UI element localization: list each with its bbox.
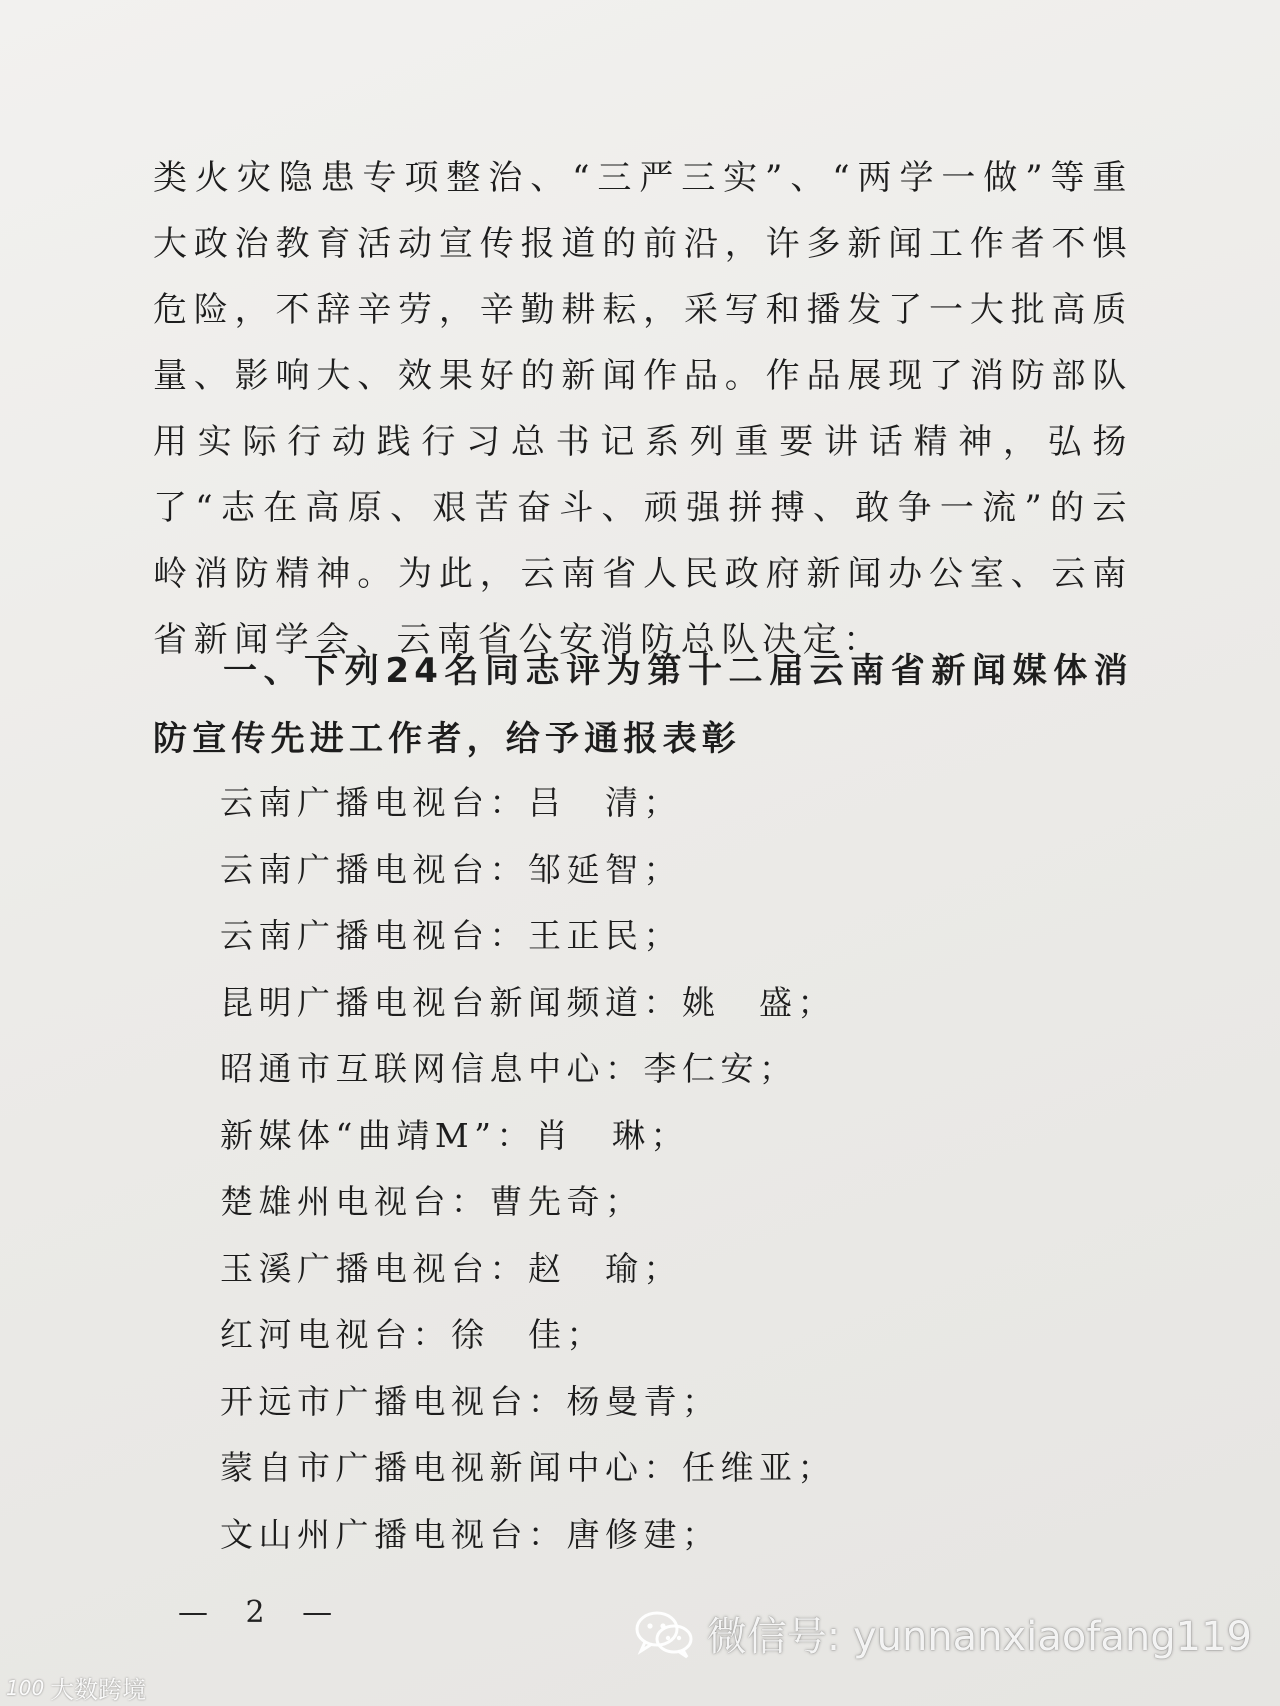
list-item: 开远市广播电视台：杨曼青； — [220, 1381, 721, 1421]
page-number: — 2 — — [178, 1595, 347, 1630]
list-item: 新媒体“曲靖M”：肖 琳； — [220, 1115, 690, 1155]
corner-watermark — [6, 1670, 146, 1705]
list-item: 昆明广播电视台新闻频道：姚 盛； — [220, 982, 836, 1022]
brand-logo-icon: 100 — [6, 1675, 45, 1700]
list-item: 蒙自市广播电视新闻中心：任维亚； — [220, 1448, 836, 1487]
wechat-watermark — [633, 1605, 1252, 1662]
list-item: 云南广播电视台：邹延智； — [220, 849, 682, 889]
list-item: 玉溪广播电视台：赵 瑜； — [220, 1248, 682, 1288]
list-item: 红河电视台：徐 佳； — [220, 1315, 605, 1354]
list-item: 楚雄州电视台：曹先奇； — [220, 1182, 644, 1221]
wechat-icon — [633, 1609, 695, 1659]
section-heading: 一、下列24名同志评为第十二届云南省新闻媒体消防宣传先进工作者，给予通报表彰 — [153, 651, 1133, 759]
body-paragraph: 类火灾隐患专项整治、“三严三实”、“两学一做”等重大政治教育活动宣传报道的前沿，许多新闻工作者不惧危险，不辞辛劳，辛勤耕耘，采写和播发了一大批高质量、影响大、效果好的新闻作品。作品展现了消防部队用实际行动践行习总书记系列重要讲话精神，弘扬了“志在高原、艰苦奋斗、顽强拼搏、敢争一流”的云岭消防精神。为此，云南省人民政府新闻办公室、云南省新闻学会、云南省公安消防总队决定： — [153, 158, 1133, 660]
awardee-list — [220, 770, 836, 1568]
wechat-id-text: 微信号: yunnanxiaofang119 — [706, 1614, 1252, 1660]
list-item: 云南广播电视台：王正民； — [220, 916, 682, 955]
corner-brand-text: 大数跨境 — [50, 1676, 147, 1704]
list-item: 文山州广播电视台：唐修建； — [220, 1514, 721, 1554]
list-item: 昭通市互联网信息中心：李仁安； — [220, 1049, 798, 1088]
list-item: 云南广播电视台：吕 清； — [220, 783, 682, 822]
